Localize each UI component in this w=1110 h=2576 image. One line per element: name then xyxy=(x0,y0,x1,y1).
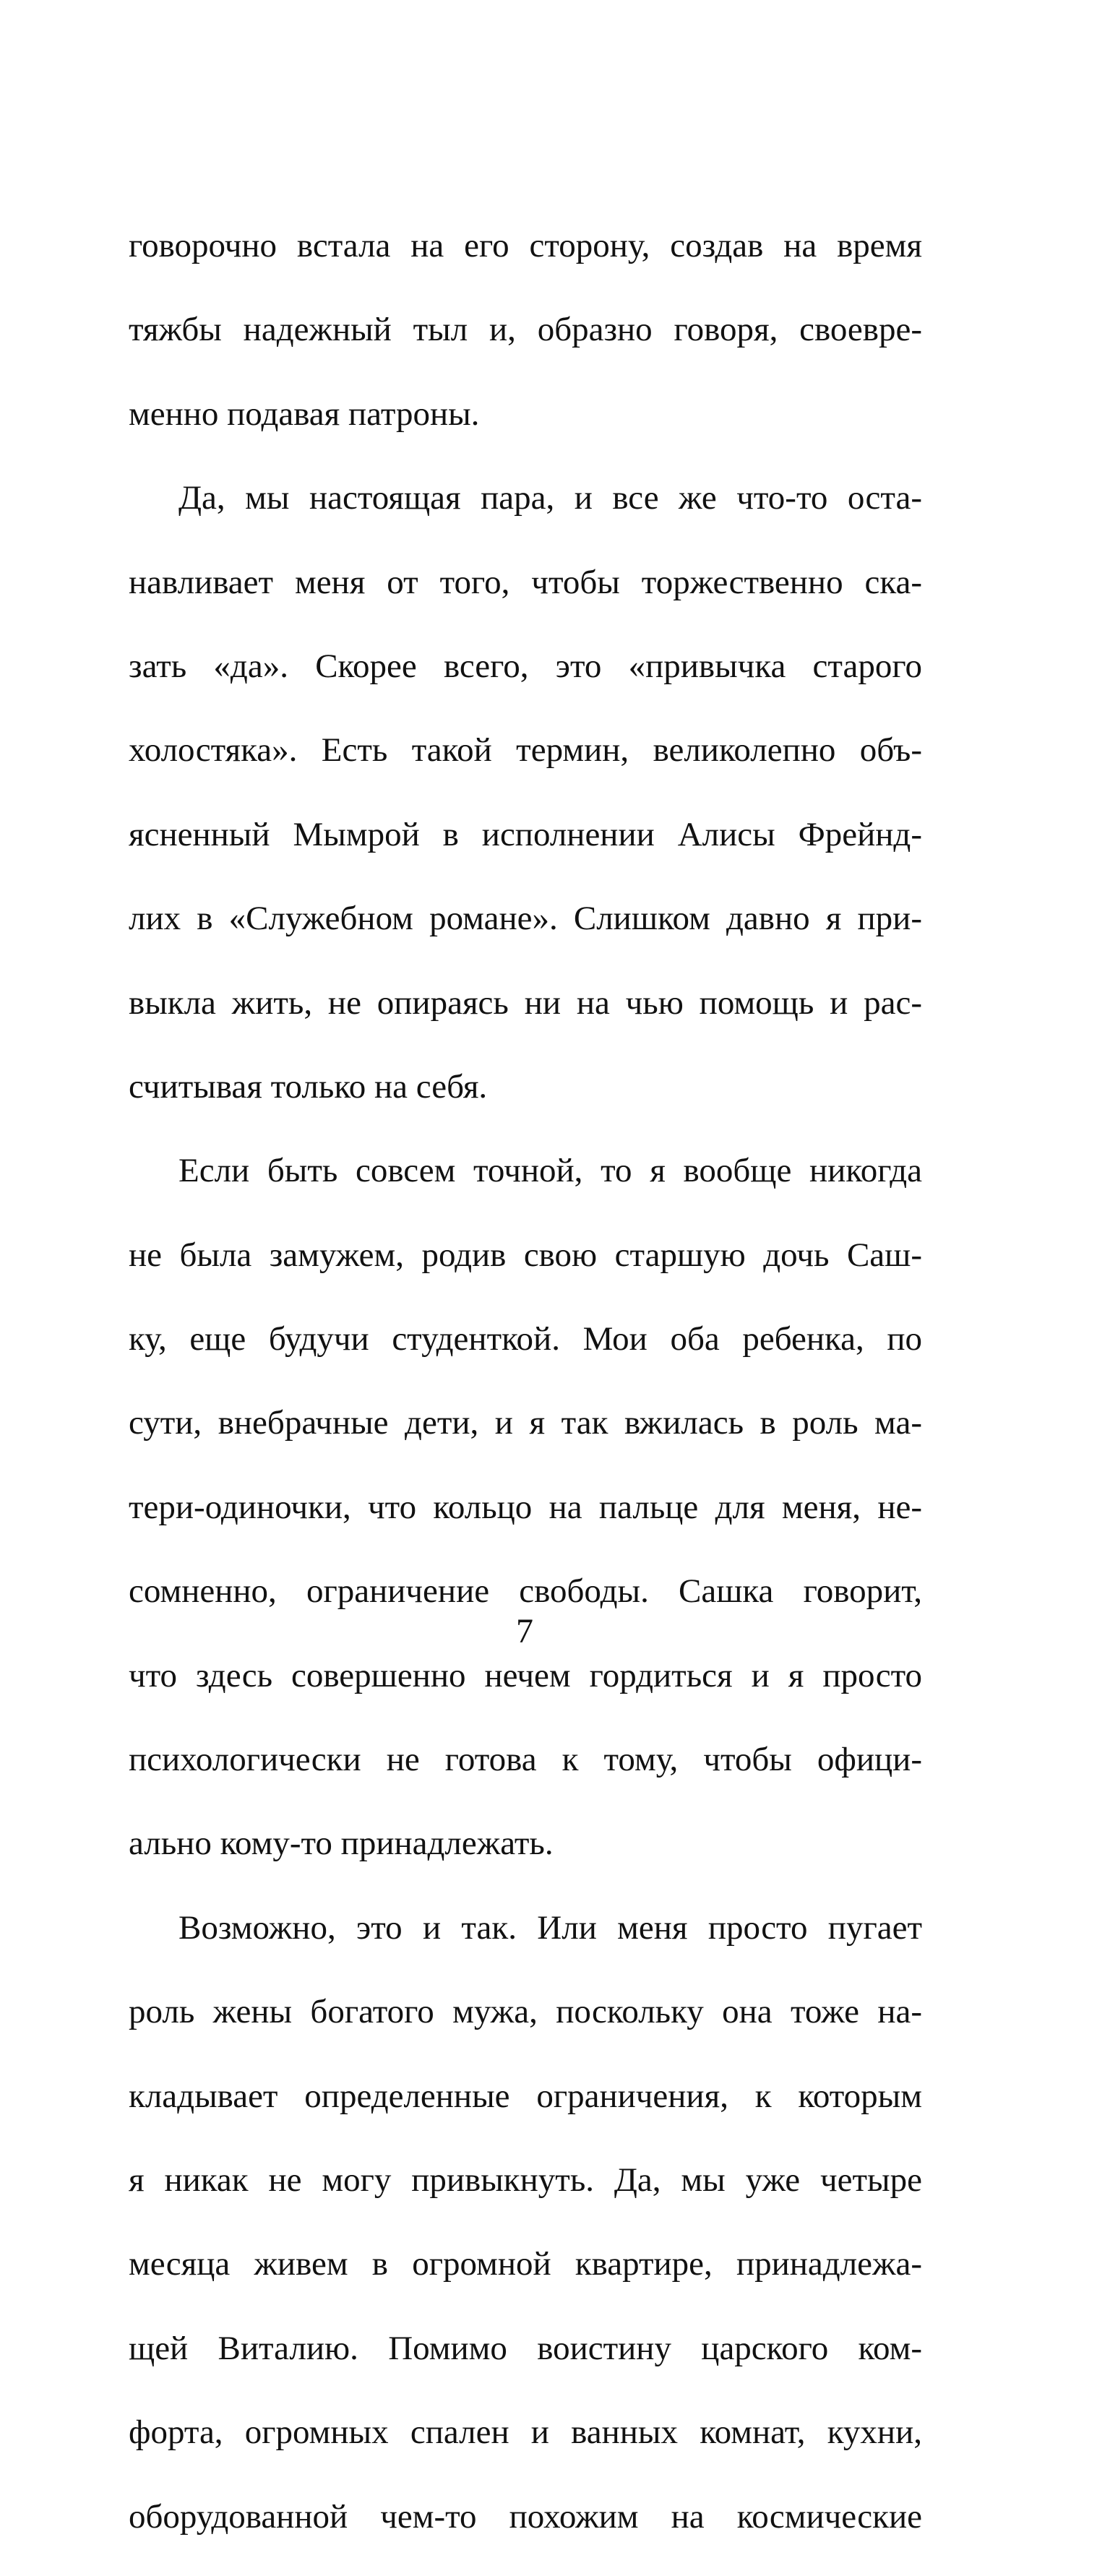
text-line: психологически не готова к тому, чтобы офици- xyxy=(129,1741,922,1779)
text-line: менно подавая патроны. xyxy=(129,395,480,433)
text-line: я никак не могу привыкнуть. Да, мы уже четыре xyxy=(129,2161,922,2199)
text-line: форта, огромных спален и ванных комнат, кухни, xyxy=(129,2413,922,2452)
text-line: Возможно, это и так. Или меня просто пугает xyxy=(178,1908,922,1947)
text-line: что здесь совершенно нечем гордиться и я просто xyxy=(129,1656,922,1694)
text-line: месяца живем в огромной квартире, принадлежа- xyxy=(129,2245,922,2283)
text-line: роль жены богатого мужа, поскольку она тоже на- xyxy=(129,1993,922,2031)
text-line: оборудованной чем-то похожим на космические xyxy=(129,2497,922,2536)
text-line: ально кому-то принадлежать. xyxy=(129,1825,554,1863)
text-line: выкла жить, не опираясь ни на чью помощь и рас- xyxy=(129,983,922,1022)
text-line: ясненный Мымрой в исполнении Алисы Фрейнд- xyxy=(129,815,922,853)
text-line: навливает меня от того, чтобы торжественно ска- xyxy=(129,563,922,601)
text-line: говорочно встала на его сторону, создав на время xyxy=(129,227,922,264)
text-line: тяжбы надежный тыл и, образно говоря, своевре- xyxy=(129,311,922,349)
text-line: не была замужем, родив свою старшую дочь Саш- xyxy=(129,1236,922,1274)
text-line: зать «да». Скорее всего, это «привычка старого xyxy=(129,647,922,685)
text-line: лих в «Служебном романе». Слишком давно я при- xyxy=(129,900,922,938)
text-line: ку, еще будучи студенткой. Мои оба ребенка, по xyxy=(129,1320,922,1358)
body-text xyxy=(129,187,922,2576)
text-line: тери-одиночки, что кольцо на пальце для меня, не- xyxy=(129,1488,922,1526)
text-line: Если быть совсем точной, то я вообще никогда xyxy=(178,1152,922,1190)
text-line: кладывает определенные ограничения, к которым xyxy=(129,2077,922,2115)
page-number: 7 xyxy=(516,1612,533,1650)
text-line: сомненно, ограничение свободы. Сашка говорит, xyxy=(129,1572,922,1611)
text-line: считывая только на себя. xyxy=(129,1067,488,1106)
text-line: сути, внебрачные дети, и я так вжилась в роль ма- xyxy=(129,1404,922,1442)
text-line: холостяка». Есть такой термин, великолепно объ- xyxy=(129,731,922,770)
text-line: щей Виталию. Помимо воистину царского ком- xyxy=(129,2329,922,2367)
text-line: Да, мы настоящая пара, и все же что-то оста- xyxy=(178,479,922,517)
